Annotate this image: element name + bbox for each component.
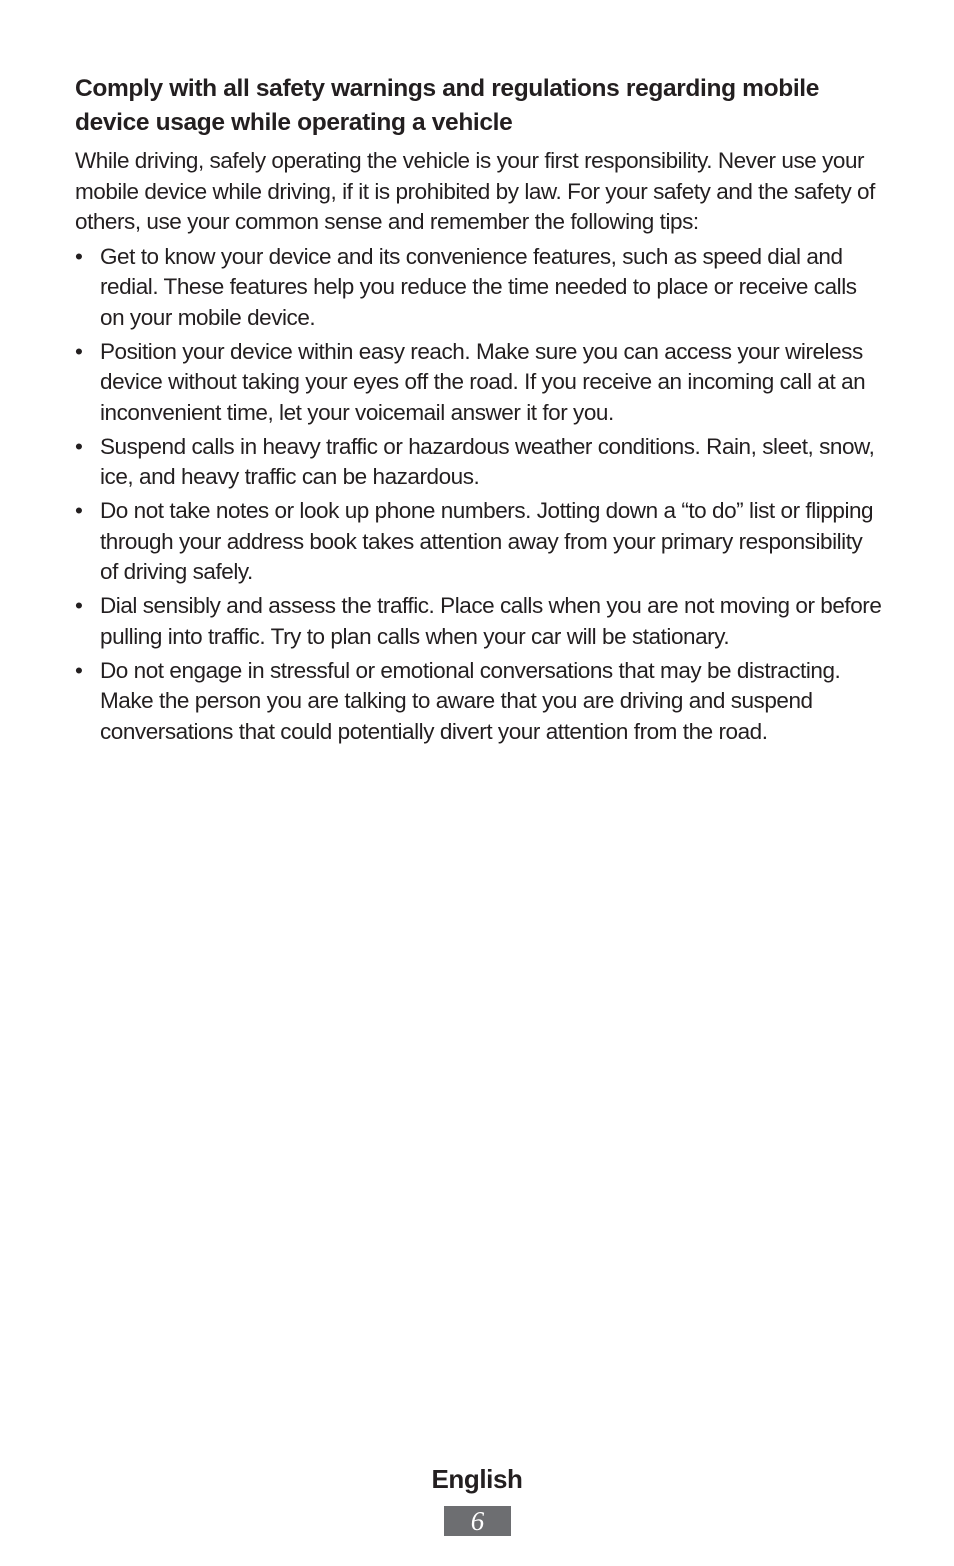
list-item <box>75 242 883 334</box>
tip-text: Position your device within easy reach. Make sure you can access your wireless device without taking your eyes off the road. If you receive an incoming call at an inconvenient time, let your voicemail answer it for you. <box>100 338 866 425</box>
list-item <box>75 496 883 588</box>
list-item <box>75 656 883 748</box>
tip-text: Suspend calls in heavy traffic or hazardous weather conditions. Rain, sleet, snow, ice, and heavy traffic can be hazardous. <box>100 433 875 489</box>
list-item <box>75 432 883 493</box>
document-body <box>75 72 883 751</box>
bullet-icon: • <box>75 657 83 683</box>
language-label: English <box>431 1464 523 1494</box>
bullet-icon: • <box>75 433 83 459</box>
page-footer <box>0 1462 954 1496</box>
tip-text: Dial sensibly and assess the traffic. Place calls when you are not moving or before pulling into traffic. Try to plan calls when your car will be stationary. <box>100 593 882 649</box>
list-item <box>75 337 883 429</box>
intro-paragraph: While driving, safely operating the vehicle is your first responsibility. Never use your mobile device while driving, if it is prohibited by law. For your safety and the safety of others, use your common sense and remember the following tips: <box>75 148 875 234</box>
tip-text: Do not engage in stressful or emotional conversations that may be distracting. Make the person you are talking to aware that you are driving and suspend conversations that could potentially divert your attention from the road. <box>100 657 841 744</box>
bullet-icon: • <box>75 338 83 364</box>
page-number: 6 <box>444 1506 511 1536</box>
bullet-icon: • <box>75 243 83 269</box>
bullet-icon: • <box>75 498 83 523</box>
tip-text: Get to know your device and its convenience features, such as speed dial and redial. These features help you reduce the time needed to place or receive calls on your mobile device. <box>100 243 857 330</box>
safety-tips-list <box>75 242 883 748</box>
tip-text: Do not take notes or look up phone numbers. Jotting down a “to do” list or flipping through your address book takes attention away from your primary responsibility of driving safely. <box>100 498 874 584</box>
bullet-icon: • <box>75 593 83 618</box>
list-item <box>75 591 883 652</box>
section-heading: Comply with all safety warnings and regulations regarding mobile device usage while operating a vehicle <box>75 75 820 136</box>
